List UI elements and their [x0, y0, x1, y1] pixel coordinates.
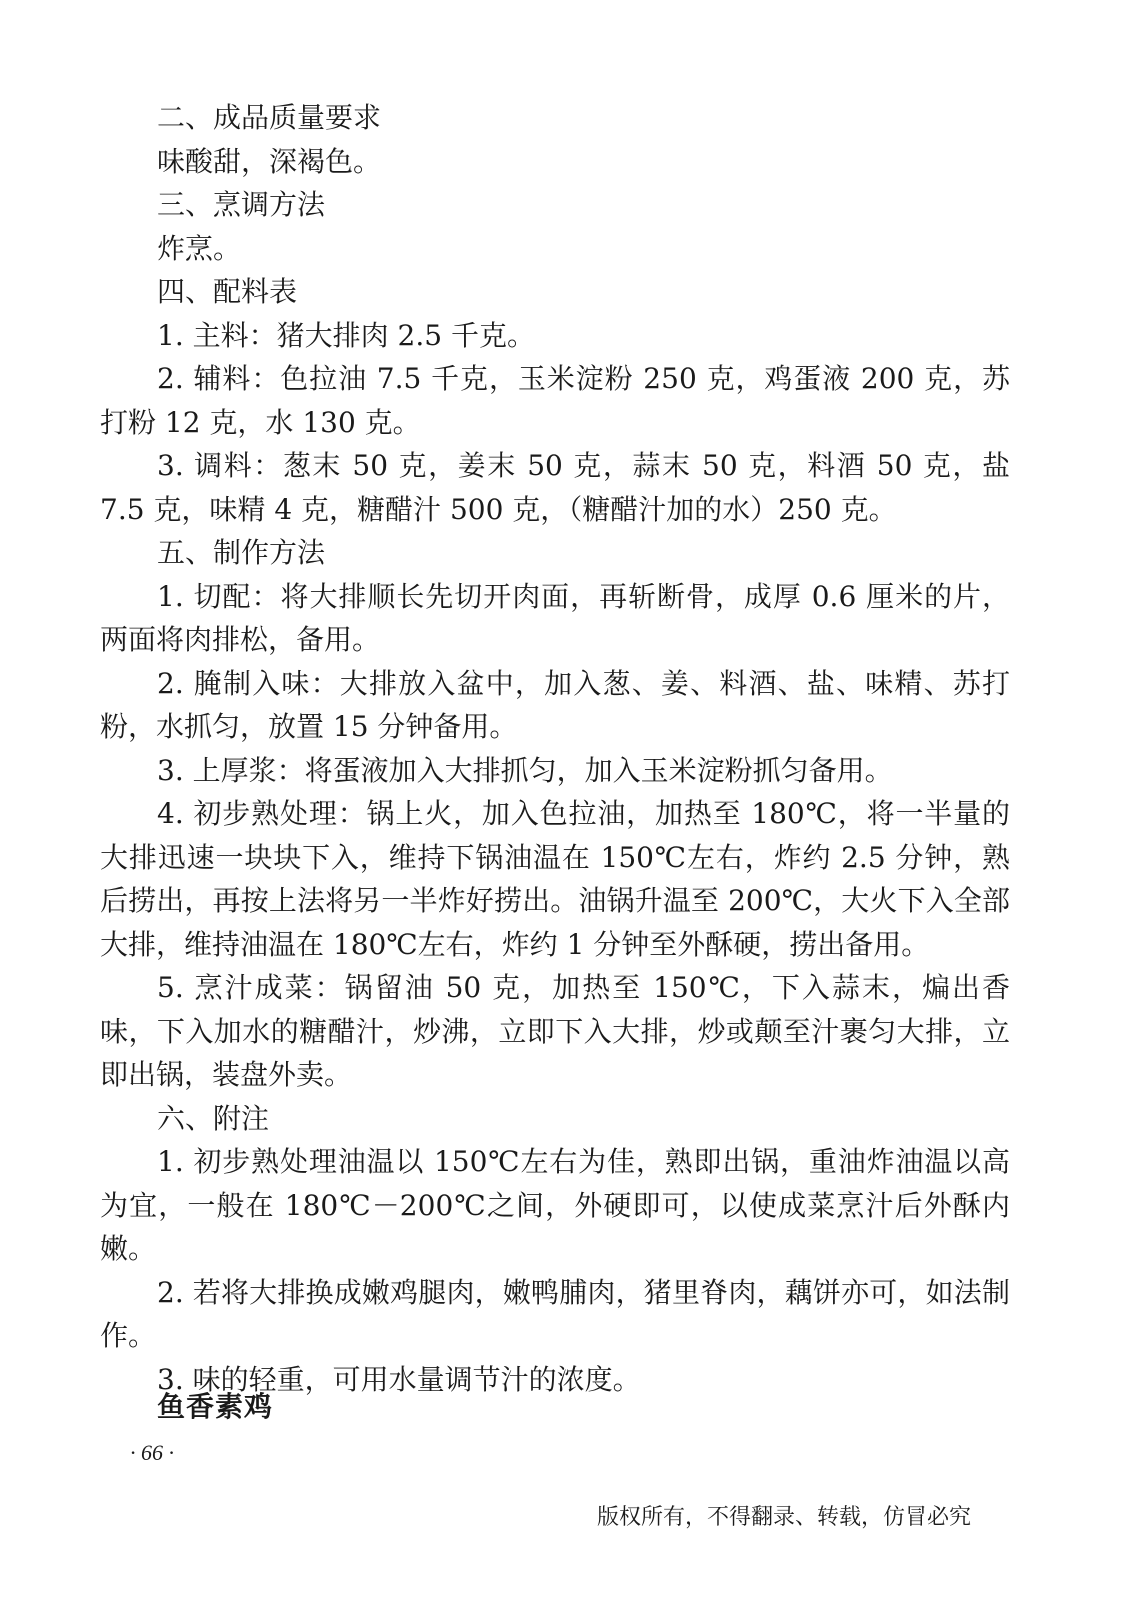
- step-cutting: 1. 切配：将大排顺长先切开肉面，再斩断骨，成厚 0.6 厘米的片，两面将肉排松，备用。: [100, 579, 1010, 656]
- ingredient-auxiliary: 2. 辅料：色拉油 7.5 千克，玉米淀粉 250 克，鸡蛋液 200 克，苏打粉 12 克，水 130 克。: [100, 362, 1010, 439]
- ingredient-main: 1. 主料：猪大排肉 2.5 千克。: [157, 318, 535, 352]
- note-2: 2. 若将大排换成嫩鸡腿肉，嫩鸭脯肉，猪里脊肉，藕饼亦可，如法制作。: [100, 1275, 1010, 1352]
- section-heading-notes: 六、附注: [157, 1101, 270, 1135]
- section-heading-method: 三、烹调方法: [157, 188, 326, 221]
- copyright-footer: 版权所有，不得翻录、转载，仿冒必究: [596, 1505, 971, 1530]
- section-heading-ingredients: 四、配料表: [157, 275, 298, 308]
- section-heading-steps: 五、制作方法: [157, 536, 326, 569]
- page-number: · 66 ·: [130, 1440, 174, 1465]
- note-1: 1. 初步熟处理油温以 150℃左右为佳，熟即出锅，重油炸油温以高为宜，一般在 180℃－200℃之间，外硬即可，以使成菜烹汁后外酥内嫩。: [100, 1145, 1010, 1265]
- note-3: 3. 味的轻重，可用水量调节汁的浓度。: [157, 1362, 641, 1396]
- step-finishing: 5. 烹汁成菜：锅留油 50 克，加热至 150℃，下入蒜末，煸出香味，下入加水的糖醋汁，炒沸，立即下入大排，炒或颠至汁裹匀大排，立即出锅，装盘外卖。: [100, 971, 1010, 1091]
- step-marinating: 2. 腌制入味：大排放入盆中，加入葱、姜、料酒、盐、味精、苏打粉，水抓匀，放置 15 分钟备用。: [100, 666, 1010, 743]
- step-frying: 4. 初步熟处理：锅上火，加入色拉油，加热至 180℃，将一半量的大排迅速一块块下入，维持下锅油温在 150℃左右，炸约 2.5 分钟，熟后捞出，再按上法将另一半炸好捞出。油锅升温至 200℃，大火下入全部大排，维持油温在 180℃左右，炸约 1 分钟至外酥硬，捞出备用。: [100, 797, 1010, 961]
- ingredient-seasoning: 3. 调料：葱末 50 克，姜末 50 克，蒜末 50 克，料酒 50 克，盐 7.5 克，味精 4 克，糖醋汁 500 克，（糖醋汁加的水）250 克。: [100, 449, 1010, 526]
- quality-text: 味酸甜，深褐色。: [157, 144, 382, 178]
- next-dish-title: 鱼香素鸡: [157, 1390, 274, 1423]
- step-batter: 3. 上厚浆：将蛋液加入大排抓匀，加入玉米淀粉抓匀备用。: [157, 753, 893, 787]
- section-heading-quality: 二、成品质量要求: [157, 101, 382, 134]
- method-text: 炸烹。: [157, 231, 242, 265]
- page-body: [100, 96, 1010, 1401]
